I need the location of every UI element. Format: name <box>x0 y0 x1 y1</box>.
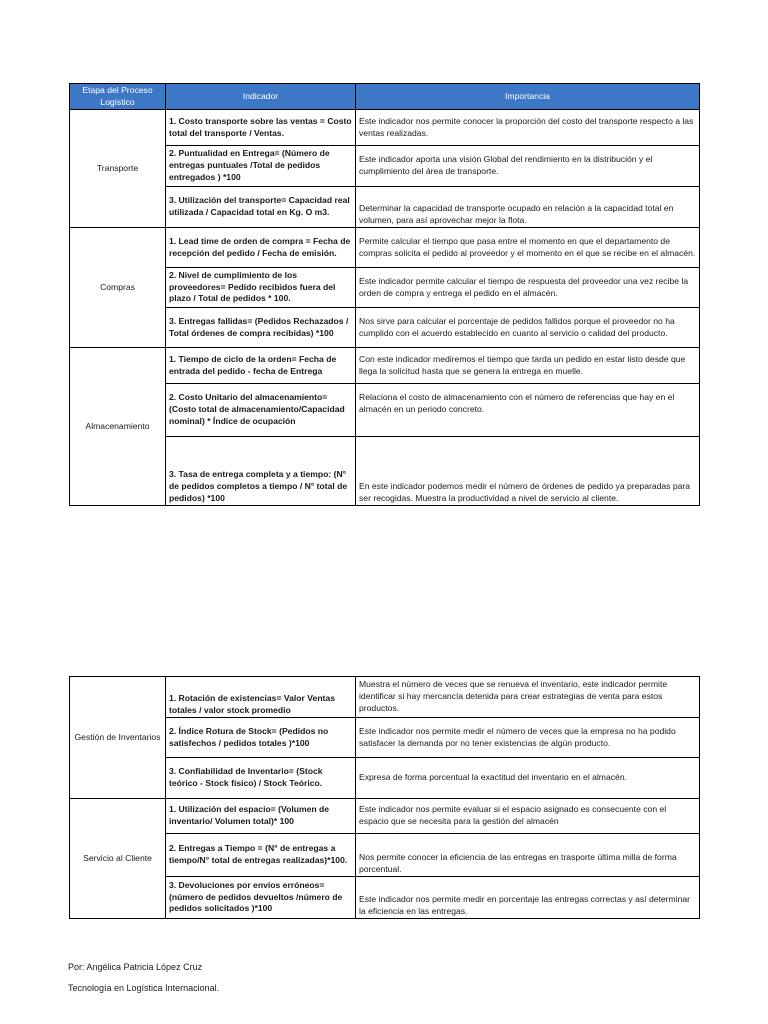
importance-cell: Relaciona el costo de almacenamiento con el número de referencias que hay en el almacén en un periodo concreto. <box>356 384 700 437</box>
importance-cell: En este indicador podemos medir el número de órdenes de pedido ya preparadas para ser recogidas. Muestra la productividad a nivel de servicio al cliente. <box>356 437 700 506</box>
indicator-cell: 1. Tiempo de ciclo de la orden= Fecha de entrada del pedido - fecha de Entrega <box>166 348 356 384</box>
importance-cell: Este indicador aporta una visión Global del rendimiento en la distribución y el cumplimiento del área de transporte. <box>356 146 700 187</box>
header-importance: Importancia <box>356 84 700 110</box>
stage-cell: Servicio al Cliente <box>70 799 166 919</box>
importance-cell: Este indicador nos permite conocer la proporción del costo del transporte respecto a las ventas realizadas. <box>356 110 700 146</box>
indicator-cell: 3. Confiabilidad de Inventario= (Stock teórico - Stock físico) / Stock Teórico. <box>166 758 356 799</box>
table-row <box>70 677 700 718</box>
table-row <box>70 110 700 146</box>
importance-cell: Este indicador nos permite medir el número de veces que la empresa no ha podido satisfacer la demanda por no tener existencias de algún producto. <box>356 718 700 758</box>
indicator-cell: 1. Utilización del espacio= (Volumen de inventario/ Volumen total)* 100 <box>166 799 356 834</box>
indicator-cell: 2. Puntualidad en Entrega= (Número de entregas puntuales /Total de pedidos entregados ) *100 <box>166 146 356 187</box>
indicator-cell: 2. Entregas a Tiempo = (N° de entregas a tiempo/N° total de entregas realizadas)*100. <box>166 834 356 877</box>
importance-cell: Este indicador nos permite evaluar si el espacio asignado es consecuente con el espacio que se necesita para la gestión del almacén <box>356 799 700 834</box>
stage-cell: Transporte <box>70 110 166 228</box>
indicator-cell: 2. Costo Unitario del almacenamiento= (Costo total de almacenamiento/Capacidad nominal) * Índice de ocupación <box>166 384 356 437</box>
stage-cell: Compras <box>70 228 166 348</box>
importance-cell: Expresa de forma porcentual la exactitud del inventario en el almacén. <box>356 758 700 799</box>
indicator-cell: 2. Índice Rotura de Stock= (Pedidos no satisfechos / pedidos totales )*100 <box>166 718 356 758</box>
header-indicator: Indicador <box>166 84 356 110</box>
importance-cell: Muestra el número de veces que se renueva el inventario, este indicador permite identificar si hay mercancía detenida para crear estrategias de venta para estos productos. <box>356 677 700 718</box>
indicator-cell: 3. Entregas fallidas= (Pedidos Rechazados / Total órdenes de compra recibidas) *100 <box>166 308 356 348</box>
header-stage: Etapa del Proceso Logístico <box>70 84 166 110</box>
importance-cell: Este indicador permite calcular el tiempo de respuesta del proveedor una vez recibe la orden de compra y entrega el pedido en el almacén. <box>356 268 700 308</box>
importance-cell: Con este indicador mediremos el tiempo que tarda un pedido en estar listo desde que llega la solicitud hasta que se genera la entrega en muelle. <box>356 348 700 384</box>
indicator-cell: 3. Utilización del transporte= Capacidad real utilizada / Capacidad total en Kg. O m3. <box>166 187 356 228</box>
indicator-cell: 1. Costo transporte sobre las ventas = Costo total del transporte / Ventas. <box>166 110 356 146</box>
indicator-cell: 3. Tasa de entrega completa y a tiempo: (N° de pedidos completos a tiempo / N° total de pedidos) *100 <box>166 437 356 506</box>
importance-cell: Determinar la capacidad de transporte ocupado en relación a la capacidad total en volumen, para así aprovechar mejor la flota. <box>356 187 700 228</box>
indicators-table-1 <box>69 83 700 506</box>
indicators-table-2 <box>69 676 700 919</box>
importance-cell: Nos permite conocer la eficiencia de las entregas en trasporte última milla de forma porcentual. <box>356 834 700 877</box>
table-row <box>70 228 700 268</box>
indicator-cell: 2. Nivel de cumplimiento de los proveedores= Pedido recibidos fuera del plazo / Total de pedidos * 100. <box>166 268 356 308</box>
table-row <box>70 799 700 834</box>
indicator-cell: 1. Rotación de existencias= Valor Ventas totales / valor stock promedio <box>166 677 356 718</box>
importance-cell: Nos sirve para calcular el porcentaje de pedidos fallidos porque el proveedor no ha cumplido con el acuerdo establecido en cuanto al servicio o calidad del producto. <box>356 308 700 348</box>
stage-cell: Gestión de Inventarios <box>70 677 166 799</box>
author-credit: Por: Angélica Patricia López Cruz <box>68 962 203 972</box>
table-row <box>70 348 700 384</box>
stage-cell: Almacenamiento <box>70 348 166 506</box>
program-name: Tecnología en Logística Internacional. <box>68 983 220 993</box>
indicator-cell: 1. Lead time de orden de compra = Fecha de recepción del pedido / Fecha de emisión. <box>166 228 356 268</box>
importance-cell: Este indicador nos permite medir en porcentaje las entregas correctas y así determinar la eficiencia en las entregas. <box>356 877 700 919</box>
indicator-cell: 3. Devoluciones por envíos erróneos= (número de pedidos devueltos /número de pedidos solicitados )*100 <box>166 877 356 919</box>
table-header-row <box>70 84 700 110</box>
importance-cell: Permite calcular el tiempo que pasa entre el momento en que el departamento de compras solicita el pedido al proveedor y el momento en el que se recibe en el almacén. <box>356 228 700 268</box>
